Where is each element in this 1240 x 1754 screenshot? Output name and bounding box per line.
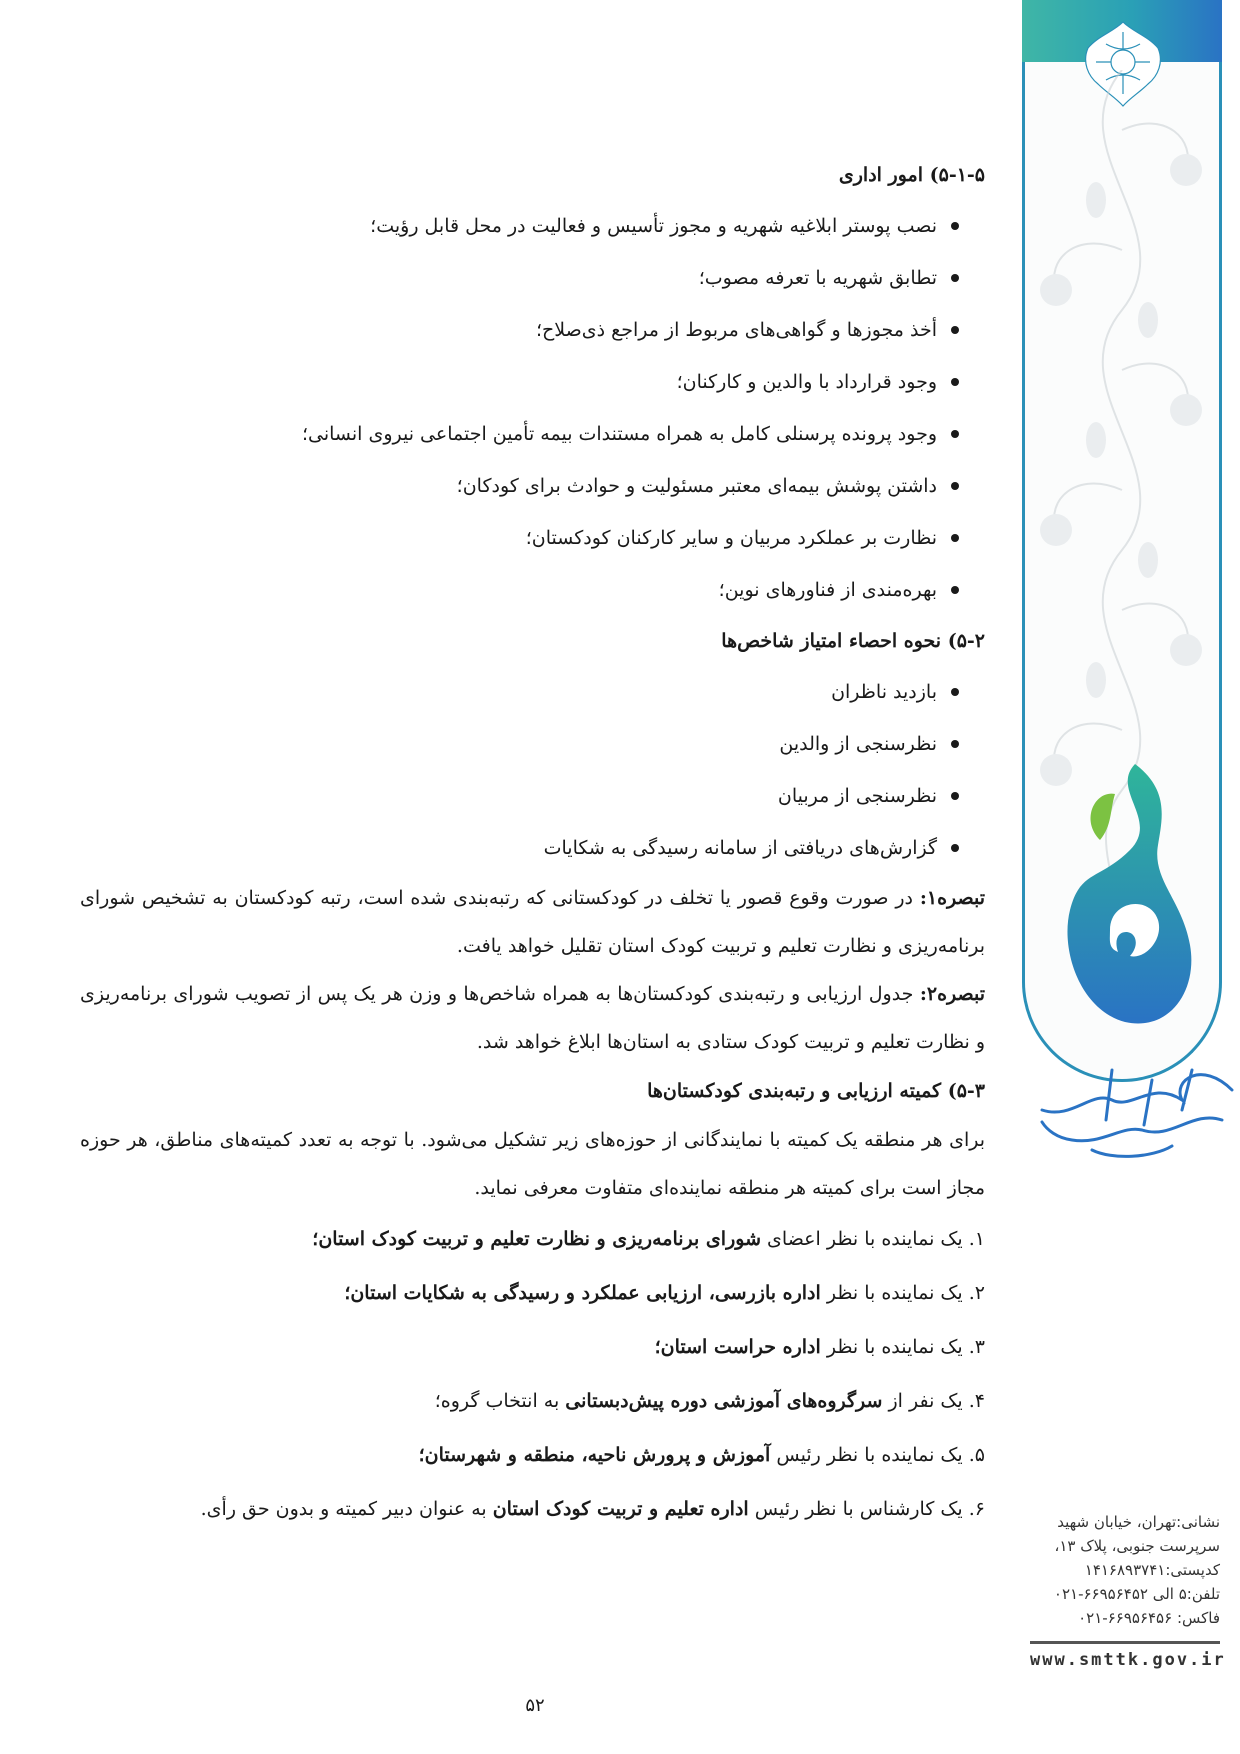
section-heading: ۵-۳) کمیته ارزیابی و رتبه‌بندی کودکستان‌ها [647, 1080, 985, 1102]
list-item: ۶. یک کارشناس با نظر رئیس اداره تعلیم و تربیت کودک استان به عنوان دبیر کمیته و بدون حق رأی. [200, 1498, 985, 1520]
bullet-icon [951, 792, 959, 800]
committee-intro: برای هر منطقه یک کمیته با نمایندگانی از حوزه‌های زیر تشکیل می‌شود. با توجه به تعدد کمیته‌های مناطق، هر حوزه مجاز است برای کمیته هر منطقه نماینده‌ای متفاوت معرفی نماید. [80, 1129, 985, 1199]
contact-address-block [1030, 1510, 1220, 1630]
list-item: بازدید ناظران [80, 666, 985, 718]
website-link[interactable]: www.smttk.gov.ir [1030, 1641, 1220, 1670]
phone-number: تلفن:۵ الی ۶۶۹۵۶۴۵۲-۰۲۱ [1053, 1585, 1220, 1603]
page-number: ۵۲ [525, 1695, 545, 1716]
list-item: نظارت بر عملکرد مربیان و سایر کارکنان کودکستان؛ [80, 512, 985, 564]
list-item: ۱. یک نماینده با نظر اعضای شورای برنامه‌ریزی و نظارت تعلیم و تربیت کودک استان؛ [312, 1228, 985, 1250]
bullet-icon [951, 740, 959, 748]
list-item: ۳. یک نماینده با نظر اداره حراست استان؛ [654, 1336, 985, 1358]
list-item: نظرسنجی از والدین [80, 718, 985, 770]
scoring-methods-list [80, 666, 985, 874]
note-paragraph [80, 970, 985, 1066]
committee-members-list [80, 1212, 985, 1536]
list-item: نظرسنجی از مربیان [80, 770, 985, 822]
list-item: بهره‌مندی از فناورهای نوین؛ [80, 564, 985, 616]
fax-number: فاکس: ۶۶۹۵۶۴۵۶-۰۲۱ [1078, 1609, 1220, 1627]
bullet-icon [951, 222, 959, 230]
bullet-icon [951, 430, 959, 438]
note-label: تبصره۲: [919, 983, 985, 1005]
note-text: جدول ارزیابی و رتبه‌بندی کودکستان‌ها به همراه شاخص‌ها و وزن هر یک پس از تصویب شورای برنامه‌ریزی و نظارت تعلیم و تربیت کودک ستادی به استان‌ها ابلاغ خواهد شد. [80, 983, 985, 1053]
section-heading: ۵-۱-۵) امور اداری [838, 164, 985, 186]
list-item: تطابق شهریه با تعرفه مصوب؛ [80, 252, 985, 304]
bullet-icon [951, 586, 959, 594]
note-label: تبصره۱: [919, 887, 985, 909]
list-item: أخذ مجوزها و گواهی‌های مربوط از مراجع ذی‌صلاح؛ [80, 304, 985, 356]
list-item: گزارش‌های دریافتی از سامانه رسیدگی به شکایات [80, 822, 985, 874]
bullet-icon [951, 482, 959, 490]
list-item: وجود قرارداد با والدین و کارکنان؛ [80, 356, 985, 408]
list-item: ۲. یک نماینده با نظر اداره بازرسی، ارزیابی عملکرد و رسیدگی به شکایات استان؛ [344, 1282, 985, 1304]
list-item: نصب پوستر ابلاغیه شهریه و مجوز تأسیس و فعالیت در محل قابل رؤیت؛ [80, 200, 985, 252]
address-line: نشانی:تهران، خیابان شهید [1057, 1513, 1220, 1531]
note-text: در صورت وقوع قصور یا تخلف در کودکستانی که رتبه‌بندی شده است، رتبه کودکستان به تشخیص شورای برنامه‌ریزی و نظارت تعلیم و تربیت کودک استان تقلیل خواهد یافت. [80, 887, 985, 957]
list-item: وجود پرونده پرسنلی کامل به همراه مستندات بیمه تأمین اجتماعی نیروی انسانی؛ [80, 408, 985, 460]
decorative-band [1022, 0, 1222, 1500]
list-item: داشتن پوشش بیمه‌ای معتبر مسئولیت و حوادث برای کودکان؛ [80, 460, 985, 512]
postal-code: کدپستی:۱۴۱۶۸۹۳۷۴۱ [1084, 1561, 1220, 1579]
bullet-icon [951, 844, 959, 852]
list-item: ۵. یک نماینده با نظر رئیس آموزش و پرورش ناحیه، منطقه و شهرستان؛ [418, 1444, 985, 1466]
bullet-icon [951, 326, 959, 334]
document-body [80, 150, 985, 1536]
administrative-list [80, 200, 985, 616]
section-heading: ۵-۲) نحوه احصاء امتیاز شاخص‌ها [721, 630, 985, 652]
bullet-icon [951, 688, 959, 696]
bullet-icon [951, 378, 959, 386]
bullet-icon [951, 274, 959, 282]
list-item: ۴. یک نفر از سرگروه‌های آموزشی دوره پیش‌دبستانی به انتخاب گروه؛ [434, 1390, 985, 1412]
organization-drop-logo-icon [1040, 760, 1200, 1060]
note-paragraph [80, 874, 985, 970]
organization-calligraphy-logo [1032, 1050, 1240, 1170]
bullet-icon [951, 534, 959, 542]
address-line: سرپرست جنوبی، پلاک ۱۳، [1054, 1537, 1220, 1555]
